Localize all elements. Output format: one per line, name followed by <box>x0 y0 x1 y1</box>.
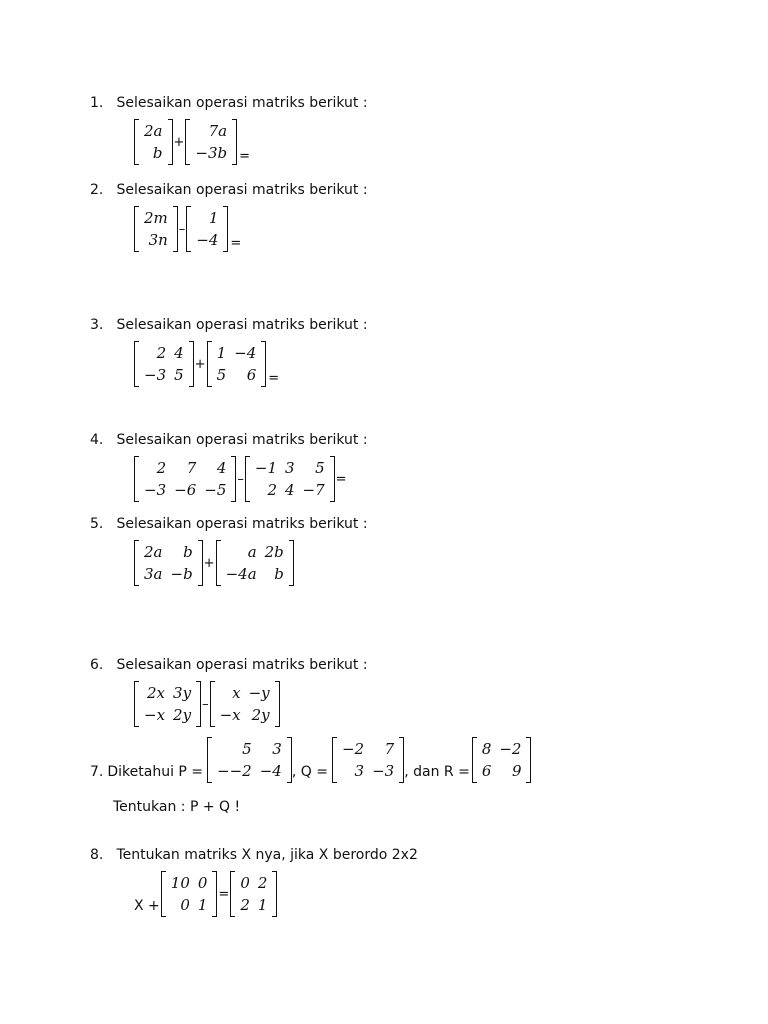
matrix-cell: −3 <box>144 366 167 384</box>
matrix-cell: 6 <box>481 762 492 780</box>
matrix-cell: −4 <box>234 344 257 362</box>
matrix-cell: 2y <box>173 706 192 724</box>
matrix-cell: −3b <box>195 144 228 162</box>
expression-2 <box>134 207 241 251</box>
question-number: 2. <box>90 182 104 198</box>
matrix-cell: −2 <box>341 740 365 758</box>
matrix <box>185 120 237 164</box>
matrix <box>134 541 203 585</box>
matrix-cell: 2a <box>144 122 163 140</box>
matrix-p <box>207 738 292 782</box>
equals-sign: = <box>218 886 230 902</box>
equals-sign: = <box>335 471 347 487</box>
expression-4 <box>134 457 348 501</box>
question-number: 8. <box>90 847 104 863</box>
equals-sign: = <box>230 236 242 251</box>
question-text: Selesaikan operasi matriks berikut : <box>116 182 368 198</box>
minus-sign: – <box>178 221 186 237</box>
question-number: 5. <box>90 516 104 532</box>
matrix-cell: 3 <box>354 762 365 780</box>
matrix-cell: 3 <box>285 459 295 477</box>
question-1 <box>90 94 368 112</box>
matrix-cell: 3n <box>148 231 168 249</box>
question-text: Selesaikan operasi matriks berikut : <box>116 317 368 333</box>
matrix-cell: 2m <box>144 209 168 227</box>
matrix-cell: 2 <box>156 459 167 477</box>
matrix <box>134 342 194 386</box>
matrix-cell: 10 <box>170 874 190 892</box>
x-prefix: X + <box>134 898 160 914</box>
matrix-cell: −−2 <box>217 762 252 780</box>
matrix <box>207 342 267 386</box>
expression-3 <box>134 342 279 386</box>
matrix <box>216 541 294 585</box>
matrix-cell: 3y <box>173 684 192 702</box>
plus-sign: + <box>194 356 206 372</box>
matrix-cell: 8 <box>481 740 492 758</box>
matrix-cell: −b <box>170 565 193 583</box>
matrix-cell: −3 <box>144 481 167 499</box>
equals-sign: = <box>268 371 280 386</box>
matrix-cell: 6 <box>246 366 257 384</box>
matrix-cell: 1 <box>216 344 227 362</box>
matrix <box>134 457 236 501</box>
matrix-cell: 4 <box>285 481 295 499</box>
matrix-cell: a <box>247 543 257 561</box>
question-3 <box>90 316 368 334</box>
matrix-cell: b <box>152 144 163 162</box>
matrix-q <box>332 738 404 782</box>
matrix-cell: 7a <box>208 122 228 140</box>
matrix-cell: 3 <box>272 740 282 758</box>
matrix-cell: 4 <box>174 344 184 362</box>
matrix-cell: 2a <box>144 543 163 561</box>
matrix-cell: 7 <box>186 459 197 477</box>
matrix <box>161 872 218 916</box>
plus-sign: + <box>203 555 215 571</box>
matrix-cell: x <box>232 684 241 702</box>
matrix-cell: −4 <box>196 231 219 249</box>
expression-1 <box>134 120 250 164</box>
question-number: 1. <box>90 95 104 111</box>
matrix-cell: 9 <box>511 762 522 780</box>
question-text: Tentukan matriks X nya, jika X berordo 2x2 <box>116 847 418 863</box>
matrix <box>134 682 201 726</box>
matrix-cell: 1 <box>197 896 208 914</box>
question-text: Selesaikan operasi matriks berikut : <box>116 95 368 111</box>
matrix-cell: 1 <box>257 896 268 914</box>
minus-sign: – <box>237 471 244 487</box>
matrix <box>245 457 335 501</box>
matrix-r <box>472 738 532 782</box>
question-number: 4. <box>90 432 104 448</box>
task-text: Tentukan : P + Q ! <box>113 799 241 815</box>
matrix-cell: 5 <box>242 740 252 758</box>
matrix-cell: 2b <box>264 543 284 561</box>
r-label: , dan R = <box>404 764 470 780</box>
question-text: Selesaikan operasi matriks berikut : <box>116 432 368 448</box>
matrix-cell: 5 <box>174 366 184 384</box>
matrix-cell: −4a <box>225 565 257 583</box>
q-label: , Q = <box>291 764 328 780</box>
matrix-cell: 0 <box>240 874 250 892</box>
question-4 <box>90 431 368 449</box>
matrix-cell: 2y <box>251 706 270 724</box>
matrix-cell: −y <box>248 684 270 702</box>
question-number: 7. <box>90 764 104 780</box>
matrix-cell: −7 <box>302 481 325 499</box>
question-5 <box>90 515 368 533</box>
matrix <box>230 872 277 916</box>
matrix <box>134 120 173 164</box>
matrix-cell: 3a <box>144 565 163 583</box>
matrix-cell: b <box>274 565 284 583</box>
plus-sign: + <box>173 134 185 150</box>
matrix-cell: 0 <box>180 896 190 914</box>
expression-6 <box>134 682 280 726</box>
question-7 <box>90 738 531 782</box>
matrix-cell: 5 <box>216 366 227 384</box>
expression-5 <box>134 541 294 585</box>
question-number: 6. <box>90 657 104 673</box>
question-number: 3. <box>90 317 104 333</box>
question-text: Selesaikan operasi matriks berikut : <box>116 657 368 673</box>
equals-sign: = <box>239 149 251 164</box>
matrix-cell: −5 <box>204 481 227 499</box>
matrix-cell: 2x <box>147 684 166 702</box>
matrix-cell: −1 <box>254 459 277 477</box>
matrix-cell: 2 <box>240 896 250 914</box>
matrix-cell: 2 <box>257 874 268 892</box>
minus-sign: – <box>202 696 209 712</box>
matrix-cell: −4 <box>259 762 282 780</box>
question-2 <box>90 181 368 199</box>
matrix-cell: 5 <box>315 459 325 477</box>
matrix-cell: 1 <box>208 209 219 227</box>
matrix-cell: −3 <box>372 762 395 780</box>
matrix-cell: 4 <box>216 459 227 477</box>
matrix-cell: 7 <box>384 740 395 758</box>
question-8 <box>90 846 418 864</box>
matrix-cell: 2 <box>267 481 277 499</box>
question-text: Diketahui P = <box>107 764 204 780</box>
expression-8 <box>134 872 277 916</box>
matrix <box>186 207 228 251</box>
matrix-cell: 2 <box>156 344 167 362</box>
matrix-cell: −6 <box>174 481 197 499</box>
matrix-cell: −x <box>144 706 166 724</box>
matrix-cell: −x <box>219 706 241 724</box>
matrix <box>210 682 280 726</box>
question-text: Selesaikan operasi matriks berikut : <box>116 516 368 532</box>
matrix-cell: −2 <box>499 740 522 758</box>
matrix-cell: 0 <box>197 874 208 892</box>
matrix-cell: b <box>183 543 193 561</box>
question-7-task <box>113 798 240 816</box>
question-6 <box>90 656 368 674</box>
matrix <box>134 207 178 251</box>
